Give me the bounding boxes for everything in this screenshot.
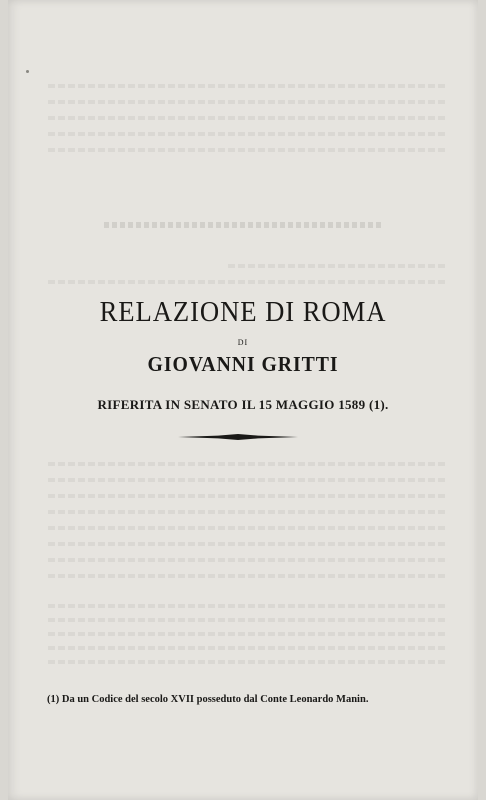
bleed-through-heading bbox=[104, 222, 384, 228]
bleed-through-line bbox=[48, 510, 448, 514]
bleed-through-line bbox=[48, 646, 448, 650]
bleed-through-line bbox=[48, 526, 448, 530]
bleed-through-line bbox=[48, 100, 448, 104]
bleed-through-line bbox=[48, 632, 448, 636]
bleed-through-line bbox=[48, 574, 448, 578]
author-preposition: DI bbox=[237, 338, 249, 347]
bleed-through-line bbox=[48, 462, 448, 466]
bleed-through-line bbox=[48, 280, 448, 284]
bleed-through-line bbox=[48, 148, 448, 152]
bleed-through-line bbox=[48, 478, 448, 482]
bleed-through-line bbox=[48, 116, 448, 120]
bleed-through-line bbox=[48, 660, 448, 664]
footnote: (1) Da un Codice del secolo XVII posseduto dal Conte Leonardo Manin. bbox=[47, 694, 369, 705]
document-title: RELAZIONE DI ROMA bbox=[99, 296, 387, 328]
author-name: GIOVANNI GRITTI bbox=[147, 352, 339, 376]
bleed-through-line bbox=[48, 604, 448, 608]
bleed-through-line bbox=[48, 494, 448, 498]
ornament-rule-icon bbox=[178, 432, 298, 442]
page-speck bbox=[26, 70, 29, 73]
bleed-through-line bbox=[48, 618, 448, 622]
bleed-through-line bbox=[48, 132, 448, 136]
bleed-through-line bbox=[228, 264, 448, 268]
bleed-through-line bbox=[48, 542, 448, 546]
bleed-through-line bbox=[48, 84, 448, 88]
document-subtitle: RIFERITA IN SENATO IL 15 MAGGIO 1589 (1). bbox=[97, 397, 389, 412]
bleed-through-line bbox=[48, 558, 448, 562]
